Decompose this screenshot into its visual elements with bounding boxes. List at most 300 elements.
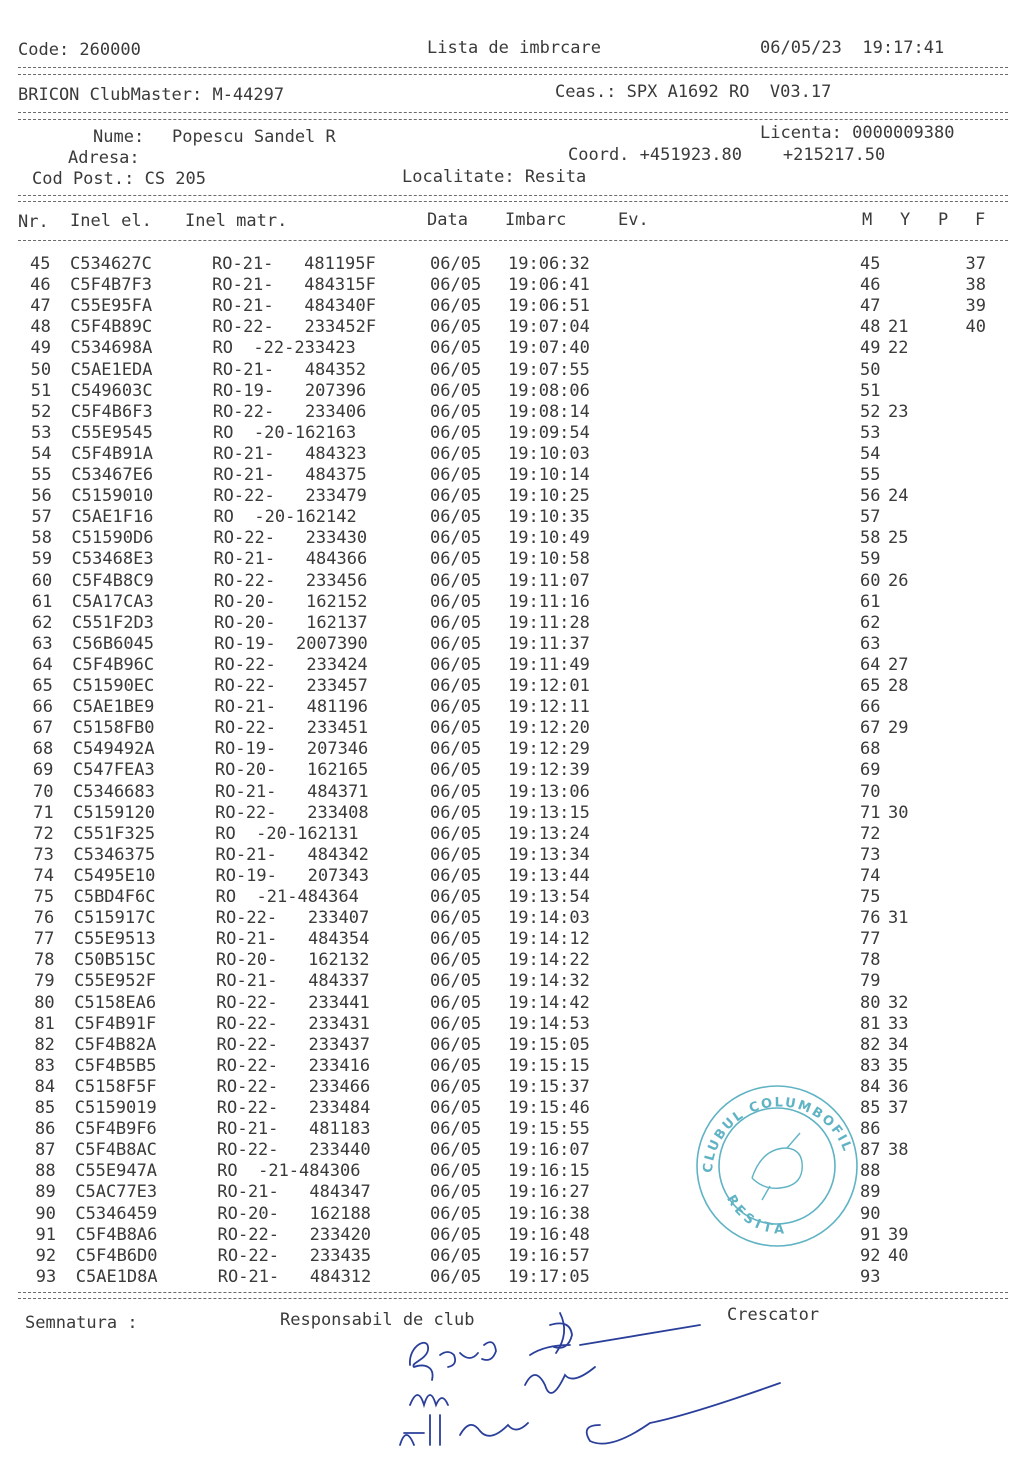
table-row <box>0 1035 1024 1056</box>
row-inel-el: C50B515C <box>73 950 156 971</box>
row-date: 06/05 <box>430 1055 482 1076</box>
row-nr: 83 <box>34 1055 56 1076</box>
row-inel-matr: RO -22-233423 <box>212 338 356 359</box>
table-row <box>0 824 1024 845</box>
row-nr: 87 <box>35 1140 56 1161</box>
divider <box>18 201 1008 202</box>
row-time: 19:13:15 <box>508 802 590 823</box>
row-nr: 50 <box>30 359 52 380</box>
row-nr: 68 <box>32 739 54 760</box>
row-inel-el: C5346375 <box>73 844 156 865</box>
owner-name: Popescu Sandel R <box>172 127 336 147</box>
table-row <box>0 1246 1024 1267</box>
row-date: 06/05 <box>430 486 482 507</box>
table-row <box>0 254 1024 275</box>
row-inel-el: C55E95FA <box>70 296 153 317</box>
row-date: 06/05 <box>430 992 482 1013</box>
row-m: 73 <box>860 844 881 865</box>
row-time: 19:08:14 <box>508 401 590 422</box>
row-m: 90 <box>860 1203 881 1224</box>
owner-address-label: Adresa: <box>68 148 140 168</box>
row-inel-el: C5F4B9F6 <box>74 1119 157 1140</box>
row-date: 06/05 <box>430 929 482 950</box>
row-nr: 75 <box>33 887 55 907</box>
row-nr: 57 <box>31 507 52 528</box>
row-y: 31 <box>888 908 909 929</box>
row-inel-matr: RO-20- 162188 <box>217 1203 371 1224</box>
row-inel-matr: RO -20-162131 <box>215 823 359 844</box>
row-inel-matr: RO-21- 484340F <box>212 296 376 317</box>
row-inel-matr: RO-21- 481195F <box>212 254 376 274</box>
row-nr: 77 <box>33 929 55 950</box>
row-date: 06/05 <box>430 1098 482 1118</box>
row-m: 60 <box>860 570 881 591</box>
row-m: 88 <box>860 1161 881 1182</box>
row-m: 68 <box>860 739 881 760</box>
row-date: 06/05 <box>430 1034 482 1055</box>
row-date: 06/05 <box>430 1266 482 1287</box>
row-time: 19:12:20 <box>508 718 590 739</box>
row-y: 40 <box>888 1245 909 1266</box>
row-nr: 85 <box>34 1098 56 1118</box>
row-date: 06/05 <box>430 254 482 274</box>
row-inel-matr: RO-22- 233456 <box>213 570 368 591</box>
row-nr: 51 <box>30 380 52 401</box>
document-title: Lista de imbrcare <box>427 38 601 58</box>
row-time: 19:13:06 <box>508 781 590 802</box>
row-inel-el: C55E947A <box>75 1161 158 1182</box>
stamp-text-top: CLUBUL COLUMBOFIL <box>700 1095 855 1174</box>
row-time: 19:11:16 <box>508 591 590 612</box>
row-m: 81 <box>860 1013 881 1034</box>
divider <box>18 195 1008 196</box>
row-date: 06/05 <box>430 570 482 591</box>
row-date: 06/05 <box>430 654 482 675</box>
row-inel-el: C5F4B91F <box>74 1013 157 1034</box>
row-inel-el: C5AE1EDA <box>70 359 153 380</box>
row-m: 46 <box>860 275 881 296</box>
row-m: 77 <box>860 929 881 950</box>
handwritten-signature <box>380 1305 800 1465</box>
row-inel-el: C5346459 <box>75 1203 158 1224</box>
row-y: 34 <box>888 1034 909 1055</box>
row-nr: 81 <box>34 1013 55 1034</box>
row-time: 19:10:03 <box>508 443 590 464</box>
row-m: 50 <box>860 359 881 380</box>
row-time: 19:10:58 <box>508 549 590 570</box>
row-nr: 92 <box>35 1245 57 1266</box>
row-time: 19:11:07 <box>508 570 590 591</box>
row-nr: 62 <box>32 612 53 633</box>
row-inel-el: C5158EA6 <box>74 992 157 1013</box>
row-inel-matr: RO-22- 233424 <box>214 654 368 675</box>
row-inel-matr: RO-20- 162165 <box>214 760 369 781</box>
row-nr: 61 <box>31 591 53 612</box>
table-row <box>0 613 1024 634</box>
row-date: 06/05 <box>430 950 482 971</box>
row-date: 06/05 <box>430 380 482 401</box>
table-row <box>0 739 1024 760</box>
row-nr: 79 <box>34 971 55 992</box>
row-nr: 90 <box>35 1203 56 1224</box>
row-date: 06/05 <box>430 317 482 338</box>
row-inel-el: C5158FB0 <box>72 718 155 739</box>
row-date: 06/05 <box>430 633 482 654</box>
row-m: 54 <box>860 443 881 464</box>
owner-license: Licenta: 0000009380 <box>760 123 955 143</box>
row-date: 06/05 <box>430 844 482 865</box>
row-nr: 72 <box>33 823 54 844</box>
row-f: 38 <box>965 275 986 296</box>
col-header-imbarc: Imbarc <box>505 210 567 230</box>
row-time: 19:12:29 <box>508 739 590 760</box>
row-inel-matr: RO -20-162163 <box>212 422 357 443</box>
table-row <box>0 360 1024 381</box>
row-m: 75 <box>860 887 881 907</box>
row-nr: 54 <box>31 443 52 464</box>
row-m: 72 <box>860 823 881 844</box>
row-m: 52 <box>860 401 881 422</box>
row-time: 19:12:11 <box>508 697 590 718</box>
divider <box>18 67 1008 68</box>
row-time: 19:12:01 <box>508 676 590 696</box>
row-date: 06/05 <box>430 718 482 739</box>
owner-coords: Coord. +451923.80 +215217.50 <box>568 145 886 165</box>
row-time: 19:16:15 <box>508 1161 590 1182</box>
table-row <box>0 1267 1024 1288</box>
row-date: 06/05 <box>430 507 482 528</box>
row-m: 53 <box>860 422 881 443</box>
row-f: 39 <box>965 296 986 317</box>
row-m: 92 <box>860 1245 881 1266</box>
signature-strokes <box>400 1313 780 1445</box>
row-date: 06/05 <box>430 823 482 844</box>
row-nr: 59 <box>31 549 53 570</box>
row-y: 32 <box>888 992 909 1013</box>
row-m: 91 <box>860 1224 881 1245</box>
row-date: 06/05 <box>430 359 482 380</box>
row-date: 06/05 <box>430 1140 482 1161</box>
row-y: 25 <box>888 528 909 549</box>
row-time: 19:10:35 <box>508 507 590 528</box>
row-time: 19:16:07 <box>508 1140 590 1161</box>
table-row <box>0 845 1024 866</box>
row-m: 70 <box>860 781 881 802</box>
row-inel-el: C5F4B7F3 <box>70 275 152 296</box>
row-inel-matr: RO-19- 2007390 <box>214 633 368 654</box>
row-inel-el: C5AC77E3 <box>75 1182 158 1203</box>
row-date: 06/05 <box>430 591 482 612</box>
row-inel-matr: RO-22- 233406 <box>212 401 367 422</box>
row-time: 19:11:37 <box>508 633 590 654</box>
row-m: 55 <box>860 465 881 485</box>
table-row <box>0 296 1024 317</box>
row-time: 19:07:40 <box>508 338 590 359</box>
row-y: 21 <box>888 317 909 338</box>
row-nr: 69 <box>32 760 54 781</box>
row-date: 06/05 <box>430 296 482 317</box>
row-time: 19:16:38 <box>508 1203 590 1224</box>
row-m: 51 <box>860 380 881 401</box>
device-id: BRICON ClubMaster: M-44297 <box>18 85 285 105</box>
col-header-inel-el: Inel el. <box>70 211 152 231</box>
row-inel-matr: RO-20- 162132 <box>215 950 370 971</box>
row-time: 19:10:14 <box>508 465 590 485</box>
row-m: 65 <box>860 676 881 696</box>
row-nr: 58 <box>31 528 53 549</box>
row-inel-matr: RO-21- 484315F <box>212 275 376 296</box>
row-inel-el: C5BD4F6C <box>73 887 156 907</box>
row-y: 35 <box>888 1055 909 1076</box>
row-m: 83 <box>860 1055 881 1076</box>
row-m: 47 <box>860 296 881 317</box>
row-date: 06/05 <box>430 401 482 422</box>
row-m: 79 <box>860 971 881 992</box>
row-date: 06/05 <box>430 338 482 359</box>
row-inel-el: C5495E10 <box>73 865 156 886</box>
row-date: 06/05 <box>430 1203 482 1224</box>
table-row <box>0 275 1024 296</box>
row-m: 82 <box>860 1034 881 1055</box>
table-row <box>0 423 1024 444</box>
row-inel-el: C5159019 <box>74 1098 157 1118</box>
row-inel-el: C55E9545 <box>70 422 153 443</box>
row-inel-el: C5F4B5B5 <box>74 1055 157 1076</box>
table-row <box>0 444 1024 465</box>
row-inel-matr: RO-22- 233430 <box>213 528 368 549</box>
divider <box>18 240 1008 241</box>
document-datetime: 06/05/23 19:17:41 <box>760 38 945 58</box>
row-inel-matr: RO-21- 484312 <box>217 1266 372 1287</box>
row-date: 06/05 <box>430 781 482 802</box>
row-nr: 56 <box>31 486 52 507</box>
row-time: 19:07:04 <box>508 317 590 338</box>
row-m: 93 <box>860 1266 881 1287</box>
row-f: 37 <box>965 254 986 274</box>
row-m: 48 <box>860 317 881 338</box>
row-m: 84 <box>860 1076 881 1097</box>
row-nr: 86 <box>34 1119 56 1140</box>
row-inel-el: C5159120 <box>73 802 155 823</box>
row-y: 24 <box>888 486 909 507</box>
row-inel-el: C5AE1BE9 <box>72 697 155 718</box>
row-nr: 74 <box>33 865 54 886</box>
row-inel-matr: RO-22- 233437 <box>216 1034 370 1055</box>
table-row <box>0 402 1024 423</box>
row-nr: 91 <box>35 1224 56 1245</box>
row-inel-matr: RO-22- 233435 <box>217 1245 372 1266</box>
row-inel-matr: RO-21- 484337 <box>216 971 370 992</box>
row-inel-matr: RO-21- 481196 <box>214 697 369 718</box>
row-inel-matr: RO -21-484306 <box>217 1161 361 1182</box>
row-inel-matr: RO-21- 484352 <box>212 359 367 380</box>
owner-postcode: Cod Post.: CS 205 <box>32 169 206 189</box>
row-date: 06/05 <box>430 1182 482 1203</box>
row-time: 19:13:24 <box>508 823 590 844</box>
col-header-nr: Nr. <box>18 212 49 232</box>
row-time: 19:15:15 <box>508 1055 590 1076</box>
row-time: 19:13:54 <box>508 887 590 907</box>
row-inel-el: C549603C <box>70 380 153 401</box>
row-time: 19:09:54 <box>508 422 590 443</box>
row-inel-matr: RO-22- 233407 <box>215 908 370 929</box>
row-nr: 78 <box>33 950 55 971</box>
row-inel-el: C551F325 <box>73 823 156 844</box>
owner-locality: Localitate: Resita <box>402 167 587 187</box>
row-m: 64 <box>860 654 881 675</box>
col-header-f: F <box>975 210 986 230</box>
row-m: 62 <box>860 612 881 633</box>
table-row <box>0 971 1024 992</box>
row-nr: 70 <box>33 781 54 802</box>
row-m: 85 <box>860 1098 881 1118</box>
table-row <box>0 592 1024 613</box>
row-time: 19:14:03 <box>508 908 590 929</box>
table-row <box>0 782 1024 803</box>
row-nr: 55 <box>31 465 52 485</box>
row-date: 06/05 <box>430 1161 482 1182</box>
divider <box>18 1292 1008 1293</box>
row-inel-el: C5159010 <box>71 486 154 507</box>
row-inel-el: C5F4B8A6 <box>75 1224 158 1245</box>
row-nr: 63 <box>32 633 53 654</box>
row-inel-el: C56B6045 <box>72 633 155 654</box>
table-row <box>0 1014 1024 1035</box>
row-inel-el: C5F4B96C <box>72 654 155 675</box>
club-responsible-label: Responsabil de club <box>280 1310 475 1330</box>
row-inel-el: C549492A <box>72 739 155 760</box>
row-m: 58 <box>860 528 881 549</box>
row-date: 06/05 <box>430 865 482 886</box>
table-row <box>0 317 1024 338</box>
row-time: 19:16:27 <box>508 1182 590 1203</box>
row-time: 19:16:48 <box>508 1224 590 1245</box>
row-nr: 67 <box>32 718 54 739</box>
row-m: 78 <box>860 950 881 971</box>
row-inel-matr: RO-21- 484371 <box>215 781 369 802</box>
row-inel-matr: RO-21- 484347 <box>217 1182 371 1203</box>
table-row <box>0 718 1024 739</box>
row-nr: 84 <box>34 1076 56 1097</box>
row-inel-matr: RO-21- 484354 <box>215 929 370 950</box>
row-nr: 82 <box>34 1034 55 1055</box>
row-inel-el: C51590D6 <box>71 528 154 549</box>
row-inel-matr: RO-21- 481183 <box>216 1119 371 1140</box>
row-time: 19:15:46 <box>508 1098 590 1118</box>
row-inel-matr: RO-21- 484375 <box>213 465 367 485</box>
row-inel-el: C53468E3 <box>71 549 154 570</box>
signature-label: Semnatura : <box>25 1313 138 1333</box>
row-nr: 49 <box>30 338 51 359</box>
row-date: 06/05 <box>430 802 482 823</box>
row-inel-matr: RO-20- 162137 <box>214 612 368 633</box>
row-nr: 76 <box>33 908 55 929</box>
row-nr: 89 <box>35 1182 56 1203</box>
row-nr: 65 <box>32 676 53 696</box>
row-m: 86 <box>860 1119 881 1140</box>
row-date: 06/05 <box>430 443 482 464</box>
row-nr: 93 <box>35 1266 57 1287</box>
row-inel-el: C5F4B6F3 <box>70 401 153 422</box>
table-row <box>0 803 1024 824</box>
row-y: 22 <box>888 338 909 359</box>
table-row <box>0 338 1024 359</box>
row-date: 06/05 <box>430 697 482 718</box>
table-row <box>0 549 1024 570</box>
row-y: 36 <box>888 1076 909 1097</box>
row-nr: 47 <box>30 296 51 317</box>
row-date: 06/05 <box>430 1013 482 1034</box>
row-y: 23 <box>888 401 909 422</box>
table-row <box>0 887 1024 908</box>
table-row <box>0 697 1024 718</box>
row-date: 06/05 <box>430 908 482 929</box>
row-m: 74 <box>860 865 881 886</box>
row-inel-el: C55E952F <box>74 971 156 992</box>
row-date: 06/05 <box>430 422 482 443</box>
row-inel-matr: RO-22- 233440 <box>217 1140 371 1161</box>
club-stamp <box>682 1078 872 1248</box>
row-m: 67 <box>860 718 881 739</box>
row-inel-el: C5F4B82A <box>74 1034 157 1055</box>
row-m: 89 <box>860 1182 881 1203</box>
col-header-data: Data <box>427 210 468 230</box>
row-inel-el: C5F4B89C <box>70 317 153 338</box>
col-header-m: M <box>862 210 873 230</box>
row-time: 19:10:25 <box>508 486 590 507</box>
row-nr: 88 <box>35 1161 56 1182</box>
row-y: 33 <box>888 1013 909 1034</box>
row-inel-el: C515917C <box>73 908 156 929</box>
row-nr: 66 <box>32 697 53 718</box>
document-code: Code: 260000 <box>18 40 141 60</box>
row-date: 06/05 <box>430 1245 482 1266</box>
row-time: 19:14:42 <box>508 992 590 1013</box>
row-nr: 45 <box>30 254 51 274</box>
row-inel-el: C51590EC <box>72 676 155 696</box>
row-inel-matr: RO-21- 484342 <box>215 844 369 865</box>
row-date: 06/05 <box>430 887 482 907</box>
col-header-p: P <box>938 210 949 230</box>
table-row <box>0 950 1024 971</box>
row-m: 76 <box>860 908 881 929</box>
row-time: 19:13:44 <box>508 865 590 886</box>
row-inel-matr: RO-22- 233457 <box>214 676 368 696</box>
row-inel-el: C534698A <box>70 338 153 359</box>
row-inel-el: C5AE1D8A <box>75 1266 158 1287</box>
row-m: 61 <box>860 591 881 612</box>
row-time: 19:15:05 <box>508 1034 590 1055</box>
row-inel-el: C5F4B6D0 <box>75 1245 158 1266</box>
row-date: 06/05 <box>430 676 482 696</box>
row-y: 28 <box>888 676 909 696</box>
stamp-text-bottom: RESITA <box>723 1192 789 1238</box>
row-inel-el: C5F4B8AC <box>75 1140 157 1161</box>
row-inel-el: C5F4B91A <box>71 443 153 464</box>
row-time: 19:08:06 <box>508 380 590 401</box>
row-date: 06/05 <box>430 760 482 781</box>
row-inel-matr: RO -21-484364 <box>215 887 359 907</box>
divider <box>18 112 1008 113</box>
row-inel-matr: RO-22- 233408 <box>215 802 369 823</box>
row-time: 19:06:41 <box>508 275 590 296</box>
row-date: 06/05 <box>430 465 482 485</box>
row-time: 19:07:55 <box>508 359 590 380</box>
table-row <box>0 866 1024 887</box>
table-row <box>0 676 1024 697</box>
row-m: 63 <box>860 633 881 654</box>
row-inel-el: C5158F5F <box>74 1076 157 1097</box>
